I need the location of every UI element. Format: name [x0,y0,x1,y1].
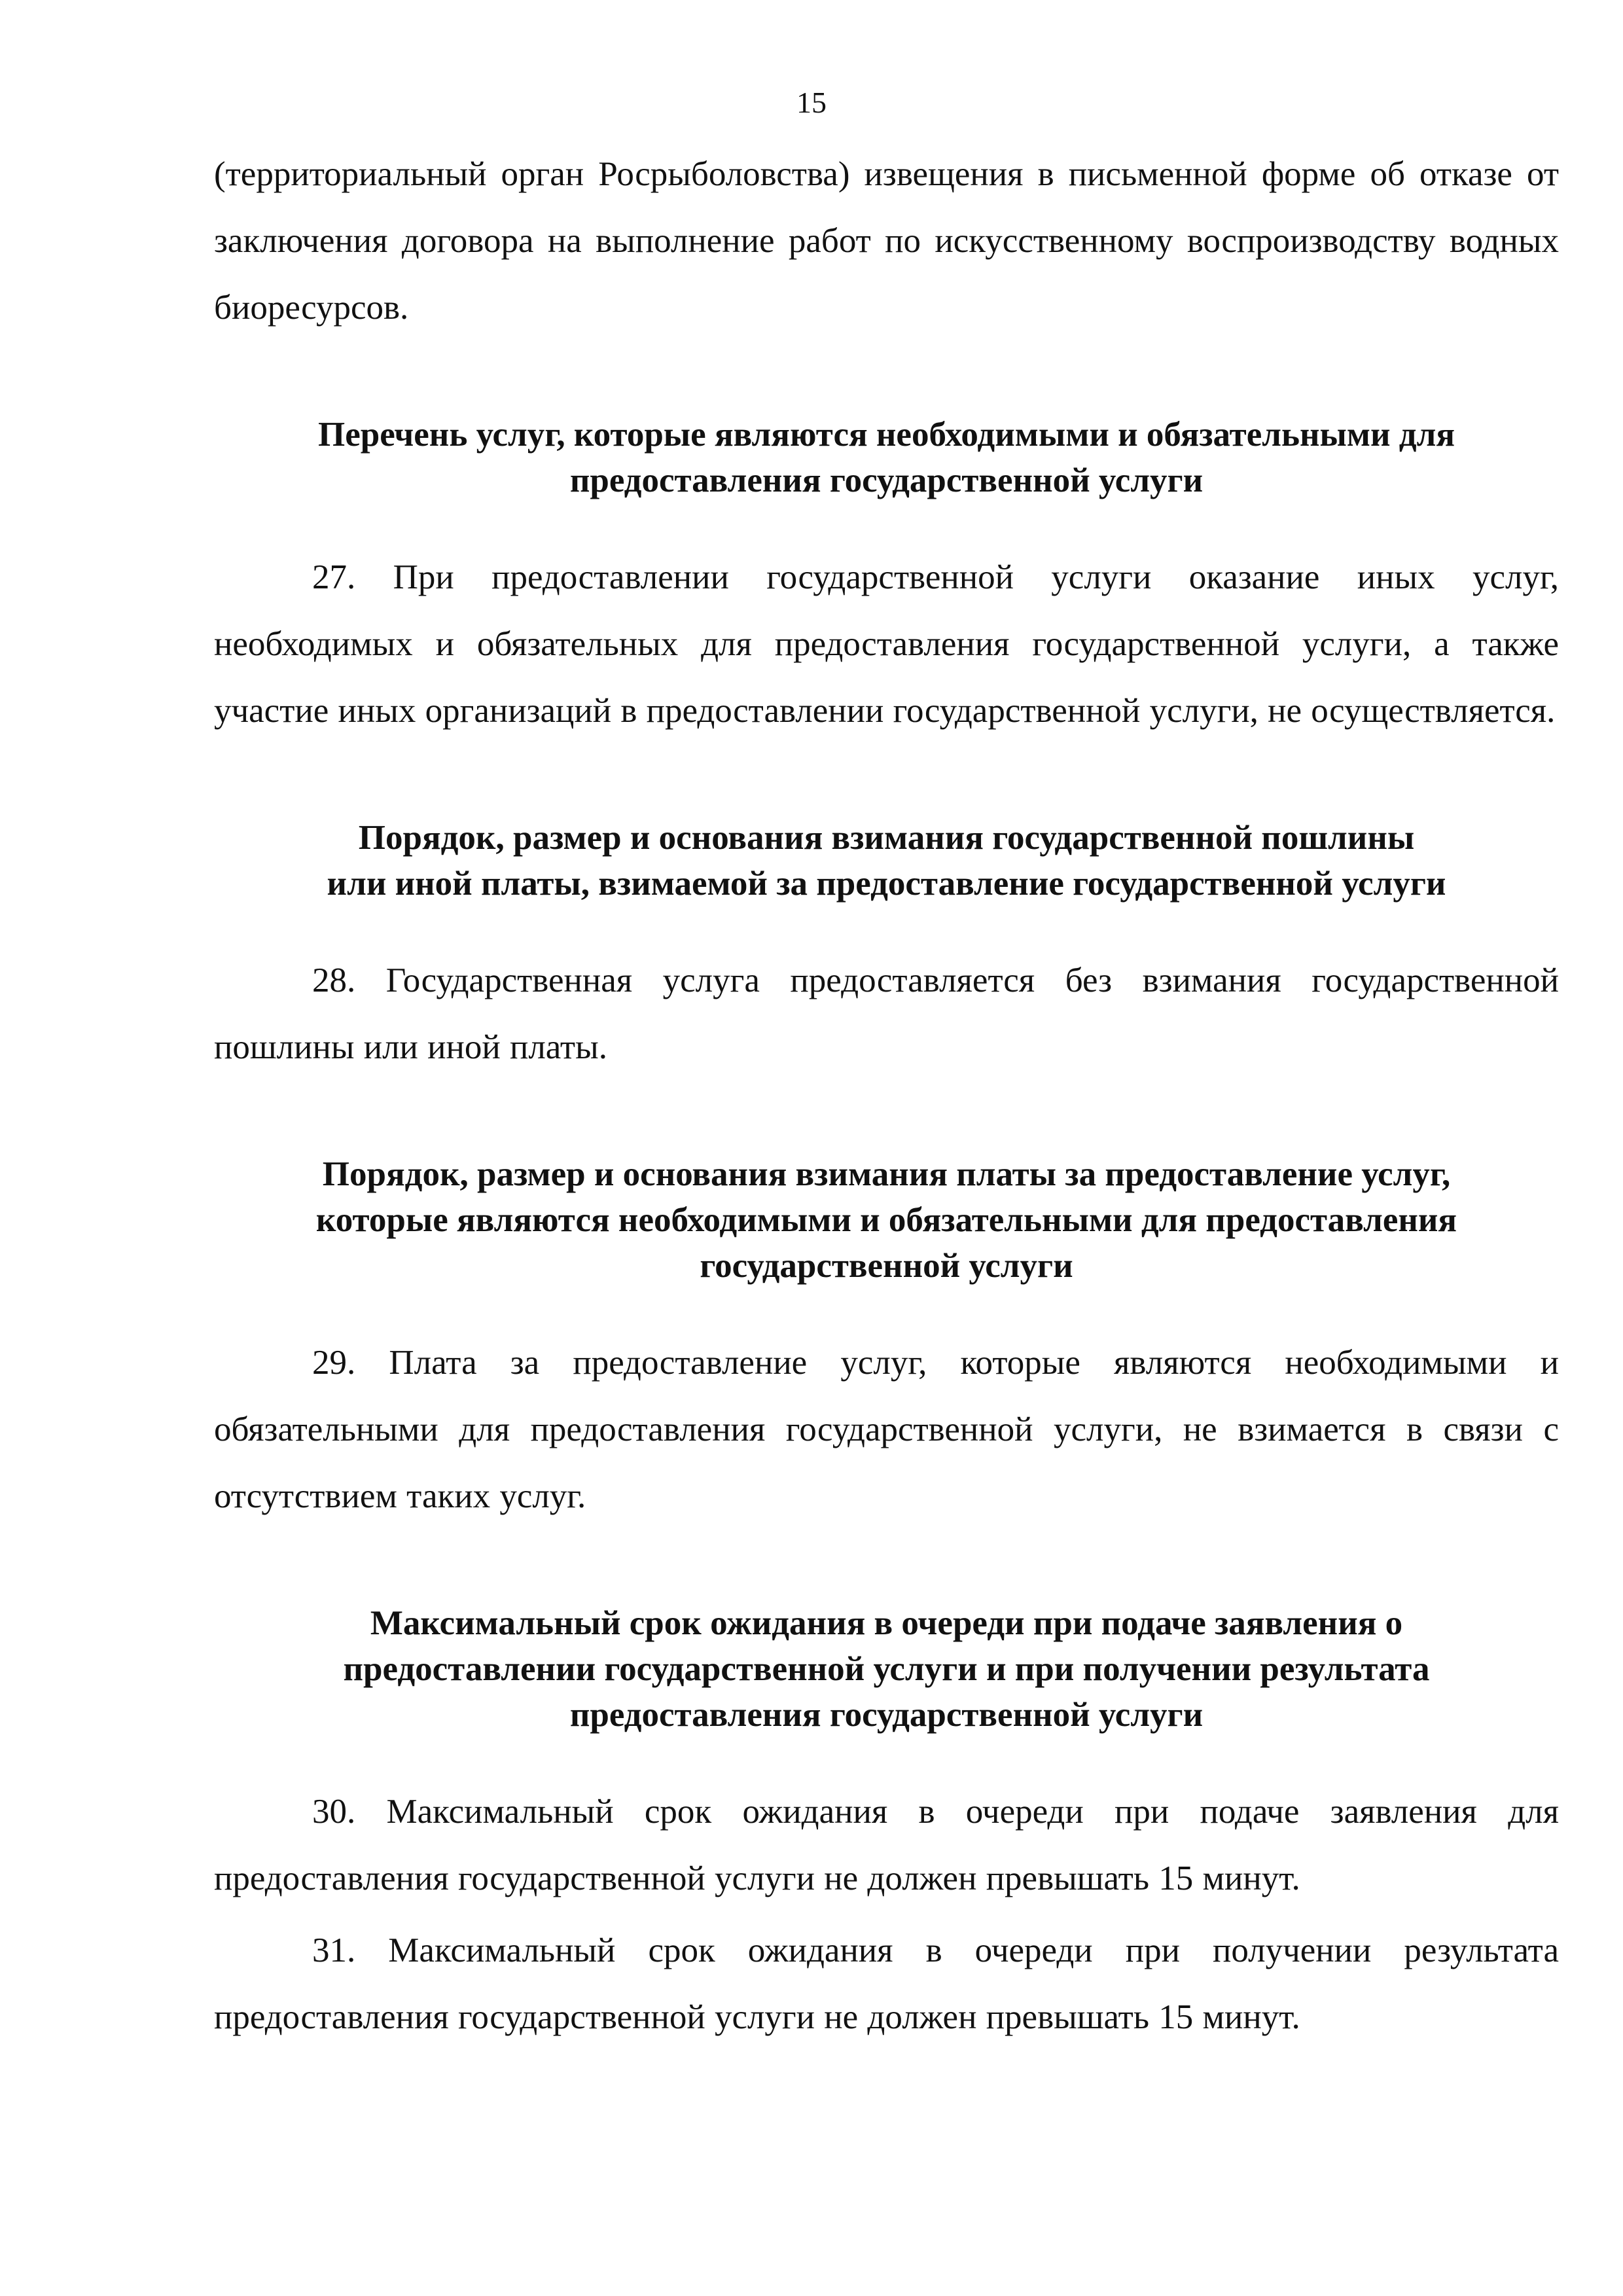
heading-line: которые являются необходимыми и обязательными для предоставления [315,1201,1457,1239]
heading-line: государственной услуги [700,1247,1073,1285]
heading-line: предоставления государственной услуги [569,1696,1204,1734]
heading-line: Максимальный срок ожидания в очереди при подаче заявления о [370,1604,1403,1642]
page-number: 15 [796,86,827,119]
section-heading-services-list [214,412,1559,503]
paragraph-29: 29. Плата за предоставление услуг, которые являются необходимыми и обязательными для предоставления государственной услуги, не взимается в связи с отсутствием таких услуг. [214,1344,1559,1515]
paragraph-30: 30. Максимальный срок ожидания в очереди при подаче заявления для предоставления государственной услуги не должен превышать 15 минут. [214,1793,1559,1897]
heading-line: предоставления государственной услуги [569,461,1204,499]
paragraph-28: 28. Государственная услуга предоставляется без взимания государственной пошлины или иной платы. [214,961,1559,1066]
section-heading-queue-time [214,1600,1559,1738]
section-heading-state-fee [214,815,1559,906]
document-body [214,141,1559,2051]
heading-line: Порядок, размер и основания взимания государственной пошлины [358,819,1415,857]
heading-line: или иной платы, взимаемой за предоставление государственной услуги [327,865,1446,903]
heading-line: Перечень услуг, которые являются необходимыми и обязательными для [317,416,1455,454]
paragraph-31: 31. Максимальный срок ожидания в очереди при получении результата предоставления государственной услуги не должен превышать 15 минут. [214,1931,1559,2036]
heading-line: предоставлении государственной услуги и при получении результата [343,1650,1430,1688]
heading-line: Порядок, размер и основания взимания платы за предоставление услуг, [322,1155,1451,1193]
continuation-paragraph: (территориальный орган Росрыболовства) извещения в письменной форме об отказе от заключения договора на выполнение работ по искусственному воспроизводству водных биоресурсов. [214,155,1559,327]
section-heading-service-fees [214,1151,1559,1289]
paragraph-27: 27. При предоставлении государственной услуги оказание иных услуг, необходимых и обязательных для предоставления государственной услуги, а также участие иных организаций в предоставлении государственной услуги, не осуществляется. [214,558,1559,730]
